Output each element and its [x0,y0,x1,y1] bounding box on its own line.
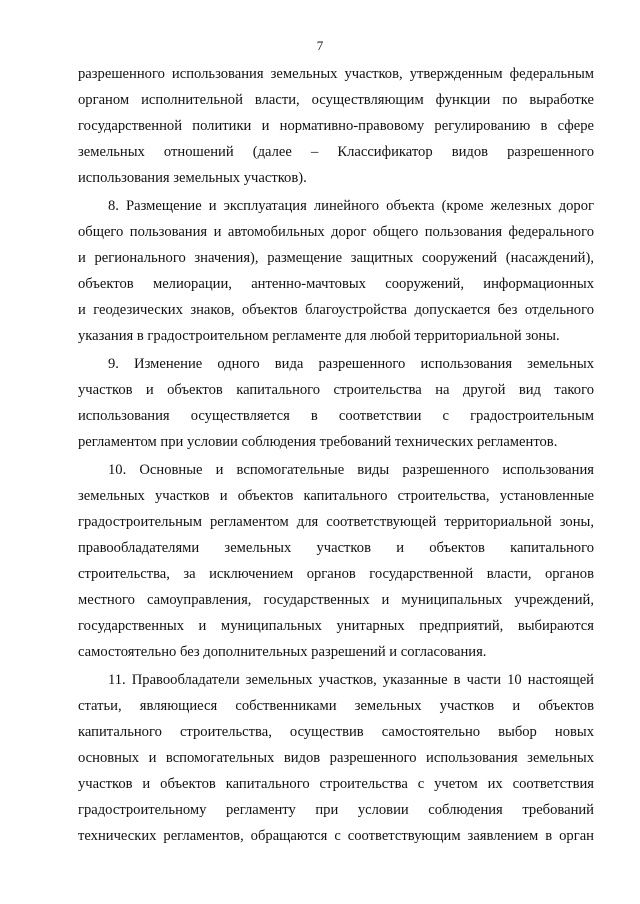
text-line: государственной политики и нормативно-правовому регулированию в сфере [78,118,594,134]
text-line: градостроительному регламенту при условии соблюдения требований [78,802,594,818]
text-line: разрешенного использования земельных участков, утвержденным федеральным [78,66,594,82]
text-line: 10. Основные и вспомогательные виды разрешенного использования [108,462,594,478]
document-body [78,61,594,851]
text-line: и геодезических знаков, объектов благоустройства допускается без отдельного [78,302,594,318]
text-line: правообладателями земельных участков и объектов капитального [78,540,594,556]
text-line: градостроительным регламентом для соответствующей территориальной зоны, [78,514,594,530]
text-line: и регионального значения), размещение защитных сооружений (насаждений), [78,250,594,266]
paragraph-item-10 [78,457,594,665]
text-line: участков и объектов капитального строительства с учетом их соответствия [78,776,594,792]
text-line: самостоятельно без дополнительных разрешений и согласования. [78,644,487,660]
text-line: общего пользования и автомобильных дорог общего пользования федерального [78,224,594,240]
text-line: использования осуществляется в соответствии с градостроительным [78,408,594,424]
text-line: статьи, являющиеся собственниками земельных участков и объектов [78,698,594,714]
text-line: 9. Изменение одного вида разрешенного использования земельных [108,356,594,372]
text-line: земельных участков и объектов капитального строительства, установленные [78,488,594,504]
text-line: строительства, за исключением органов государственной власти, органов [78,566,594,582]
paragraph-item-9 [78,351,594,455]
text-line: 11. Правообладатели земельных участков, указанные в части 10 настоящей [108,672,594,688]
text-line: государственных и муниципальных унитарных предприятий, выбираются [78,618,594,634]
text-line: основных и вспомогательных видов разрешенного использования земельных [78,750,594,766]
text-line: технических регламентов, обращаются с соответствующим заявлением в орган [78,828,594,844]
page-number: 7 [316,38,324,53]
text-line: местного самоуправления, государственных и муниципальных учреждений, [78,592,594,608]
paragraph-item-11 [78,667,594,849]
text-line: указания в градостроительном регламенте для любой территориальной зоны. [78,328,560,344]
paragraph-classifier-continuation [78,61,594,191]
paragraph-item-8 [78,193,594,349]
text-line: использования земельных участков). [78,170,307,186]
text-line: объектов мелиорации, антенно-мачтовых сооружений, информационных [78,276,594,292]
text-line: земельных отношений (далее – Классификатор видов разрешенного [78,144,594,160]
text-line: капитального строительства, осуществив самостоятельно выбор новых [78,724,594,740]
text-line: 8. Размещение и эксплуатация линейного объекта (кроме железных дорог [108,198,594,214]
text-line: участков и объектов капитального строительства на другой вид такого [78,382,594,398]
text-line: регламентом при условии соблюдения требований технических регламентов. [78,434,558,450]
text-line: органом исполнительной власти, осуществляющим функции по выработке [78,92,594,108]
